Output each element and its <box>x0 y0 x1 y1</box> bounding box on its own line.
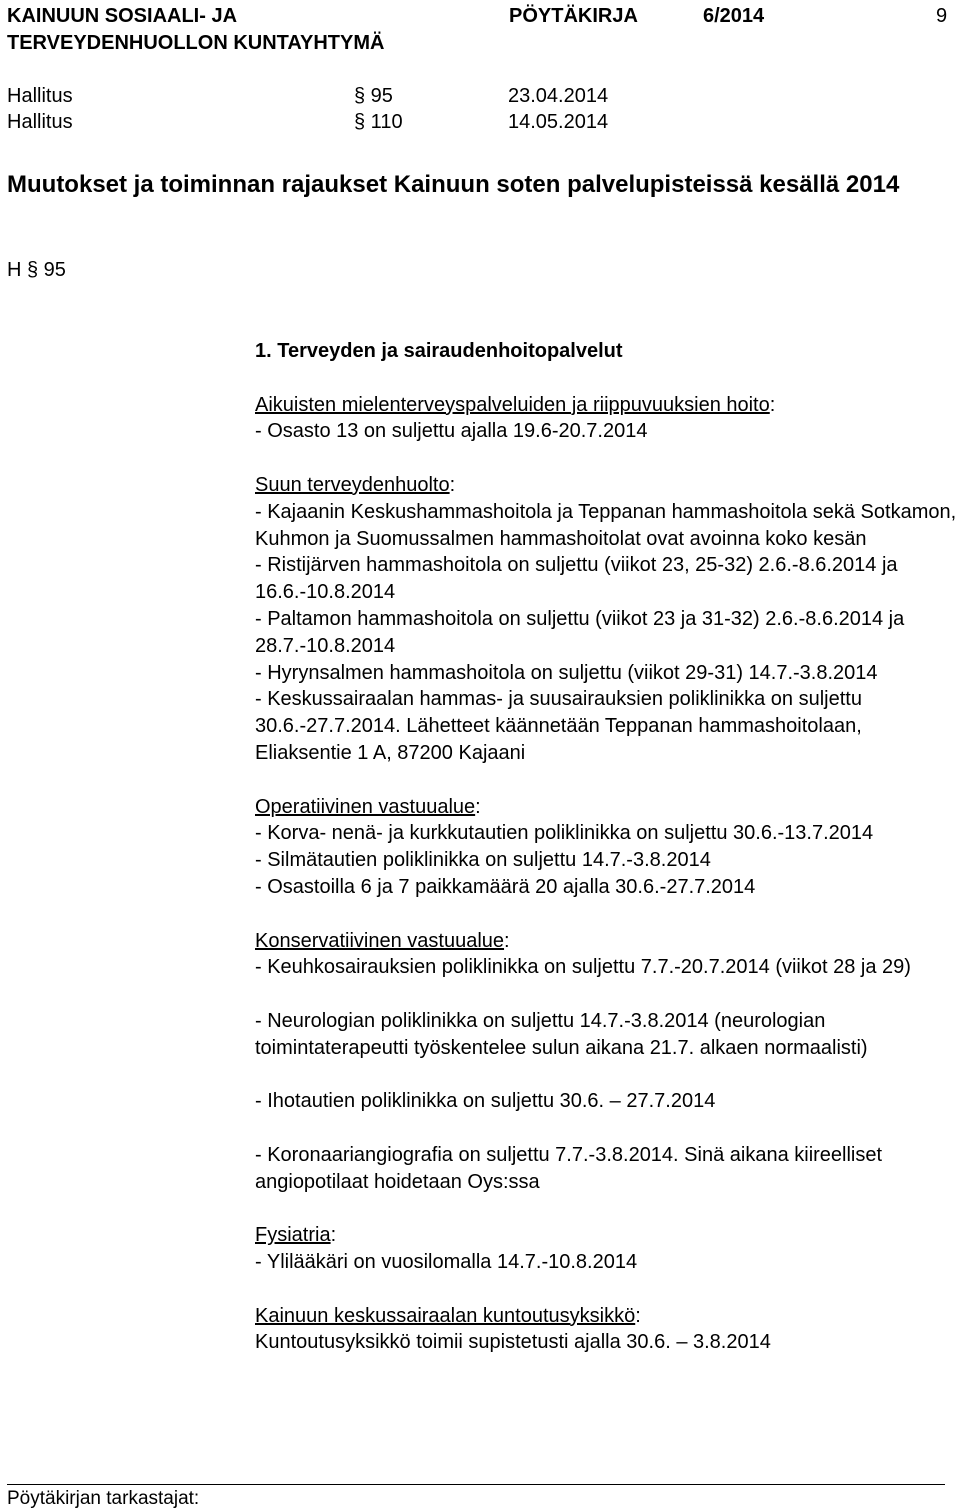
reference-section: § 95 <box>354 85 393 107</box>
organization-name: KAINUUN SOSIAALI- JA TERVEYDENHUOLLON KUNTAYHTYMÄ <box>7 5 385 54</box>
block-title: Konservatiivinen vastuualue: <box>255 929 510 952</box>
block-spacer <box>255 901 960 928</box>
block-title: Suun terveydenhuolto: <box>255 473 456 496</box>
block-line: - Osasto 13 on suljettu ajalla 19.6-20.7.2014 <box>255 420 648 443</box>
block-line: - Hyrynsalmen hammashoitola on suljettu (viikot 29-31) 14.7.-3.8.2014 <box>255 661 878 684</box>
block-spacer <box>255 1276 960 1303</box>
reference-body: Hallitus <box>7 85 73 107</box>
content-block <box>255 392 960 446</box>
section-reference: H § 95 <box>7 259 66 281</box>
section-heading: 1. Terveyden ja sairaudenhoitopalvelut <box>255 340 623 362</box>
block-line: - Koronaariangiografia on suljettu 7.7.-3.8.2014. Sinä aikana kiireelliset angiopotilaat hoidetaan Oys:ssa <box>255 1143 883 1193</box>
block-line: - Keskussairaalan hammas- ja suusairauksien poliklinikka on suljettu 30.6.-27.7.2014. Lähetteet käännetään Teppanan hammashoitolaan, Eliaksentie 1 A, 87200 Kajaani <box>255 688 862 764</box>
blank-line <box>255 1115 960 1142</box>
block-line: - Ihotautien poliklinikka on suljettu 30.6. – 27.7.2014 <box>255 1090 716 1113</box>
reference-date: 23.04.2014 <box>508 85 609 107</box>
block-title: Kainuun keskussairaalan kuntoutusyksikkö: <box>255 1304 641 1327</box>
footer-divider <box>7 1484 945 1485</box>
blank-line <box>255 1062 960 1089</box>
block-line: - Ristijärven hammashoitola on suljettu (viikot 23, 25-32) 2.6.-8.6.2014 ja 16.6.-10.8.2014 <box>255 554 898 604</box>
block-title-text: Aikuisten mielenterveyspalveluiden ja riippuvuuksien hoito <box>255 393 770 416</box>
block-title: Aikuisten mielenterveyspalveluiden ja riippuvuuksien hoito: <box>255 393 776 416</box>
block-title-text: Suun terveydenhuolto <box>255 473 450 496</box>
blank-line <box>255 981 960 1008</box>
block-title: Operatiivinen vastuualue: <box>255 795 481 818</box>
block-line: - Paltamon hammashoitola on suljettu (viikot 23 ja 31-32) 2.6.-8.6.2014 ja 28.7.-10.8.2014 <box>255 607 905 657</box>
block-line: - Ylilääkäri on vuosilomalla 14.7.-10.8.2014 <box>255 1251 638 1274</box>
reference-body: Hallitus <box>7 111 73 133</box>
block-line: - Kajaanin Keskushammashoitola ja Teppanan hammashoitola sekä Sotkamon, Kuhmon ja Suomussalmen hammashoitolat ovat avoinna koko kesän <box>255 500 957 550</box>
reference-section: § 110 <box>354 111 403 133</box>
body-content <box>255 338 960 1356</box>
block-spacer <box>255 445 960 472</box>
block-title-text: Operatiivinen vastuualue <box>255 795 476 818</box>
block-line: - Osastoilla 6 ja 7 paikkamäärä 20 ajalla 30.6.-27.7.2014 <box>255 875 756 898</box>
block-line: - Neurologian poliklinikka on suljettu 14.7.-3.8.2014 (neurologian toimintaterapeutti työskentelee sulun aikana 21.7. alkaen normaalisti) <box>255 1009 868 1059</box>
content-block <box>255 1222 960 1276</box>
document-title: Muutokset ja toiminnan rajaukset Kainuun soten palvelupisteissä kesällä 2014 <box>7 171 900 198</box>
content-block <box>255 928 960 1196</box>
content-block <box>255 472 960 767</box>
content-block <box>255 1303 960 1357</box>
block-title-text: Kainuun keskussairaalan kuntoutusyksikkö <box>255 1304 636 1327</box>
document-number: 6/2014 <box>703 5 765 27</box>
content-block <box>255 794 960 901</box>
block-line: - Keuhkosairauksien poliklinikka on suljettu 7.7.-20.7.2014 (viikot 28 ja 29) <box>255 956 911 979</box>
block-title-text: Konservatiivinen vastuualue <box>255 929 505 952</box>
page-number: 9 <box>936 5 948 27</box>
reference-date: 14.05.2014 <box>508 111 609 133</box>
block-line: - Korva- nenä- ja kurkkutautien poliklinikka on suljettu 30.6.-13.7.2014 <box>255 822 874 845</box>
block-line: - Silmätautien poliklinikka on suljettu 14.7.-3.8.2014 <box>255 849 711 872</box>
block-line: Kuntoutusyksikkö toimii supistetusti ajalla 30.6. – 3.8.2014 <box>255 1331 771 1354</box>
block-spacer <box>255 767 960 794</box>
footer-label: Pöytäkirjan tarkastajat: <box>7 1488 200 1509</box>
document-type: PÖYTÄKIRJA <box>509 5 638 27</box>
block-title: Fysiatria: <box>255 1224 337 1247</box>
block-spacer <box>255 1196 960 1223</box>
block-title-text: Fysiatria <box>255 1224 331 1247</box>
